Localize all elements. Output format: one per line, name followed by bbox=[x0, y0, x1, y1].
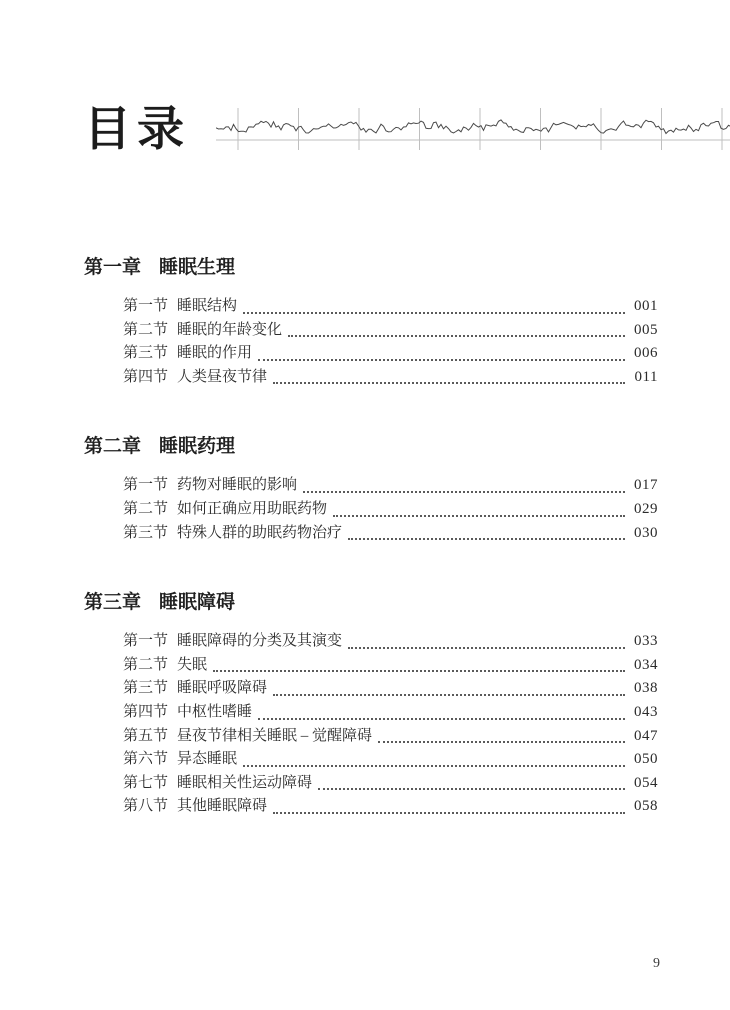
section-title: 异态睡眠 bbox=[177, 751, 238, 768]
dot-leader bbox=[273, 677, 625, 696]
dot-leader bbox=[273, 366, 625, 385]
section-label: 第一节 bbox=[123, 477, 169, 494]
section-label: 第二节 bbox=[123, 656, 169, 673]
toc-entry bbox=[123, 630, 658, 654]
dot-leader bbox=[378, 725, 625, 744]
section-label: 第四节 bbox=[123, 703, 169, 720]
section-label: 第八节 bbox=[123, 798, 169, 815]
dot-leader bbox=[348, 522, 625, 541]
section-label: 第二节 bbox=[123, 500, 169, 517]
chapter-number: 第三章 bbox=[84, 592, 142, 614]
eeg-waveform bbox=[216, 100, 730, 160]
dot-leader bbox=[258, 342, 625, 361]
section-page: 001 bbox=[634, 298, 658, 314]
chapter-heading bbox=[0, 256, 730, 280]
page-title: 目录 bbox=[84, 104, 190, 156]
section-label: 第一节 bbox=[123, 298, 169, 314]
toc-entry bbox=[123, 295, 658, 319]
dot-leader bbox=[348, 630, 625, 649]
section-page: 030 bbox=[634, 524, 658, 541]
dot-leader bbox=[243, 748, 625, 767]
dot-leader bbox=[333, 498, 625, 517]
toc-entry bbox=[123, 366, 658, 390]
dot-leader bbox=[303, 474, 625, 493]
section-page: 029 bbox=[634, 500, 658, 517]
section-label: 第四节 bbox=[123, 368, 169, 385]
toc-entry bbox=[123, 474, 658, 498]
toc-entry bbox=[123, 795, 658, 819]
eeg-gridlines bbox=[238, 108, 722, 150]
section-title: 人类昼夜节律 bbox=[177, 368, 268, 385]
chapter-block bbox=[0, 256, 730, 389]
page-number: 9 bbox=[653, 956, 660, 971]
section-page: 050 bbox=[634, 751, 658, 768]
section-title: 睡眠障碍的分类及其演变 bbox=[177, 633, 343, 650]
section-page: 006 bbox=[634, 345, 658, 362]
dot-leader bbox=[258, 701, 625, 720]
section-label: 第五节 bbox=[123, 727, 169, 744]
section-label: 第三节 bbox=[123, 680, 169, 697]
dot-leader bbox=[273, 795, 625, 814]
section-page: 033 bbox=[634, 633, 658, 650]
section-label: 第二节 bbox=[123, 321, 169, 338]
section-page: 038 bbox=[634, 680, 658, 697]
chapter-title: 睡眠障碍 bbox=[159, 592, 236, 614]
section-list bbox=[0, 474, 730, 545]
chapter-heading bbox=[0, 591, 730, 615]
toc-entry bbox=[123, 701, 658, 725]
section-page: 058 bbox=[634, 798, 658, 815]
chapter-number: 第二章 bbox=[84, 436, 142, 458]
section-page: 043 bbox=[634, 703, 658, 720]
toc-entry bbox=[123, 677, 658, 701]
section-label: 第六节 bbox=[123, 751, 169, 768]
chapter-heading bbox=[0, 435, 730, 459]
section-title: 失眠 bbox=[177, 656, 208, 673]
toc-entry bbox=[123, 748, 658, 772]
section-title: 昼夜节律相关睡眠 – 觉醒障碍 bbox=[177, 727, 373, 744]
section-title: 如何正确应用助眠药物 bbox=[177, 500, 328, 517]
section-list bbox=[0, 630, 730, 819]
toc bbox=[0, 256, 730, 819]
toc-entry bbox=[123, 522, 658, 546]
dot-leader bbox=[213, 654, 625, 673]
chapter-title: 睡眠药理 bbox=[159, 436, 236, 458]
section-list bbox=[0, 295, 730, 389]
section-title: 其他睡眠障碍 bbox=[177, 798, 268, 815]
section-title: 药物对睡眠的影响 bbox=[177, 477, 298, 494]
section-label: 第三节 bbox=[123, 524, 169, 541]
section-page: 034 bbox=[634, 656, 658, 673]
toc-entry bbox=[123, 342, 658, 366]
section-label: 第一节 bbox=[123, 633, 169, 650]
section-label: 第七节 bbox=[123, 774, 169, 791]
page-header bbox=[0, 0, 730, 160]
dot-leader bbox=[288, 319, 625, 338]
toc-entry bbox=[123, 319, 658, 343]
section-title: 中枢性嗜睡 bbox=[177, 703, 253, 720]
dot-leader bbox=[243, 295, 625, 314]
section-title: 睡眠呼吸障碍 bbox=[177, 680, 268, 697]
section-page: 005 bbox=[634, 321, 658, 338]
section-title: 睡眠相关性运动障碍 bbox=[177, 774, 313, 791]
chapter-number: 第一章 bbox=[84, 257, 142, 278]
chapter-title: 睡眠生理 bbox=[159, 257, 236, 278]
section-page: 011 bbox=[634, 368, 658, 385]
section-label: 第三节 bbox=[123, 345, 169, 362]
toc-entry bbox=[123, 498, 658, 522]
chapter-block bbox=[0, 435, 730, 545]
toc-entry bbox=[123, 772, 658, 796]
section-title: 特殊人群的助眠药物治疗 bbox=[177, 524, 343, 541]
chapter-block bbox=[0, 591, 730, 819]
section-title: 睡眠结构 bbox=[177, 298, 238, 314]
section-page: 017 bbox=[634, 477, 658, 494]
dot-leader bbox=[318, 772, 625, 791]
toc-entry bbox=[123, 654, 658, 678]
section-title: 睡眠的年龄变化 bbox=[177, 321, 283, 338]
section-page: 054 bbox=[634, 774, 658, 791]
section-title: 睡眠的作用 bbox=[177, 345, 253, 362]
toc-entry bbox=[123, 725, 658, 749]
section-page: 047 bbox=[634, 727, 658, 744]
